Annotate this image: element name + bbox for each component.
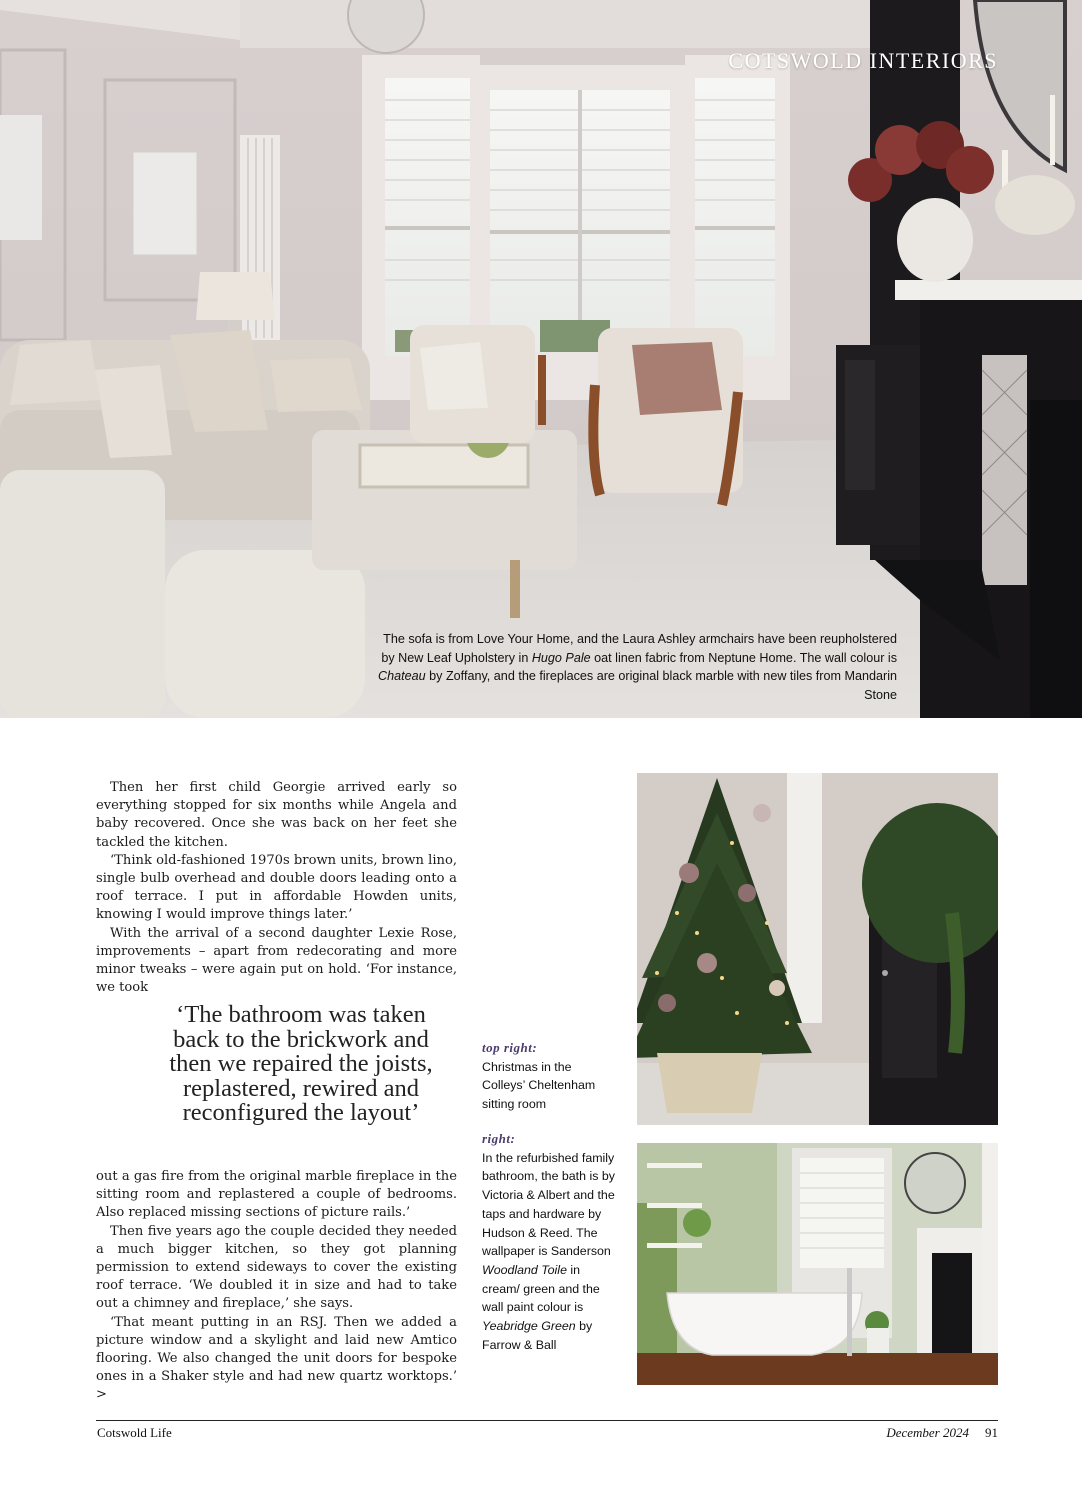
article-column-top (96, 779, 457, 997)
hero-caption (377, 630, 897, 704)
caption-label: right: (482, 1131, 516, 1146)
pull-quote-line: replastered, rewired and (182, 1074, 420, 1102)
christmas-tree-photo (637, 773, 998, 1125)
footer-magazine-name: Cotswold Life (97, 1425, 172, 1440)
hero-caption-text: oat linen fabric from Neptune Home. The wall colour is (590, 650, 897, 665)
bathroom-illustration (637, 1143, 998, 1385)
article-paragraph: out a gas fire from the original marble fireplace in the sitting room and replastered a couple of bedrooms. Also replaced missing sections of picture rails.’ (96, 1169, 457, 1221)
hero-caption-paint: Chateau (378, 669, 426, 683)
pull-quote-line: back to the brickwork and (173, 1025, 429, 1053)
christmas-tree-illustration (637, 773, 998, 1125)
caption-text: in cream/ green and the wall paint colour is (482, 1262, 600, 1315)
article-column-bottom (96, 1168, 457, 1405)
caption-text: Christmas in the Colleys’ Cheltenham sitting room (482, 1059, 596, 1112)
hero-caption-text: by Zoffany, and the fireplaces are original black marble with new tiles from Mandarin Stone (425, 669, 897, 702)
hero-photo (0, 0, 1082, 718)
caption-text: In the refurbished family bathroom, the bath is by Victoria & Albert and the taps and hardware by Hudson & Reed. The wallpaper is Sanderson (482, 1150, 615, 1259)
page-number: 91 (985, 1425, 998, 1440)
article-paragraph: Then her first child Georgie arrived early so everything stopped for six months while Angela and baby recovered. Once she was back on her feet she tackled the kitchen. (96, 780, 457, 850)
section-title: COTSWOLD INTERIORS (728, 48, 998, 73)
pull-quote-line: ‘The bathroom was taken (176, 1001, 426, 1028)
article-paragraph: Then five years ago the couple decided they needed a much bigger kitchen, so they got planning permission to extend sideways to cover the existing roof terrace. ‘We doubled it in size and had to take out a chimney and fireplace,’ she says. (96, 1223, 457, 1312)
caption-label: top right: (482, 1040, 538, 1055)
caption-paint: Yeabridge Green (482, 1319, 576, 1334)
article-paragraph: ‘Think old-fashioned 1970s brown units, brown lino, single bulb overhead and double doors leading onto a roof terrace. I put in affordable Howden units, knowing I would improve things later.’ (96, 852, 457, 923)
footer-date: December 2024 (886, 1425, 969, 1440)
pull-quote (106, 1003, 496, 1126)
pull-quote-line: then we repaired the joists, (169, 1050, 433, 1077)
caption-top-right (482, 1039, 616, 1114)
caption-right (482, 1130, 616, 1354)
hero-caption-fabric: Hugo Pale (531, 650, 591, 665)
bathroom-photo (637, 1143, 998, 1385)
caption-wallpaper: Woodland Toile (482, 1262, 567, 1277)
caption-text: by Farrow & Ball (482, 1319, 593, 1352)
sitting-room-illustration (0, 0, 1082, 718)
pull-quote-line: reconfigured the layout’ (182, 1099, 420, 1126)
footer-folio (886, 1425, 998, 1441)
article-paragraph: ‘That meant putting in an RSJ. Then we added a picture window and a skylight and laid new Amtico flooring. We also changed the unit doors for bespoke ones in a Shaker style and had new quartz worktops.’ > (96, 1314, 457, 1403)
footer-rule (96, 1420, 998, 1421)
article-paragraph: With the arrival of a second daughter Lexie Rose, improvements – apart from redecorating and more minor tweaks – were again put on hold. ‘For instance, we took (96, 925, 457, 996)
hero-caption-text: The sofa is from Love Your Home, and the Laura Ashley armchairs have been reupholstered by New Leaf Upholstery in (381, 632, 897, 665)
